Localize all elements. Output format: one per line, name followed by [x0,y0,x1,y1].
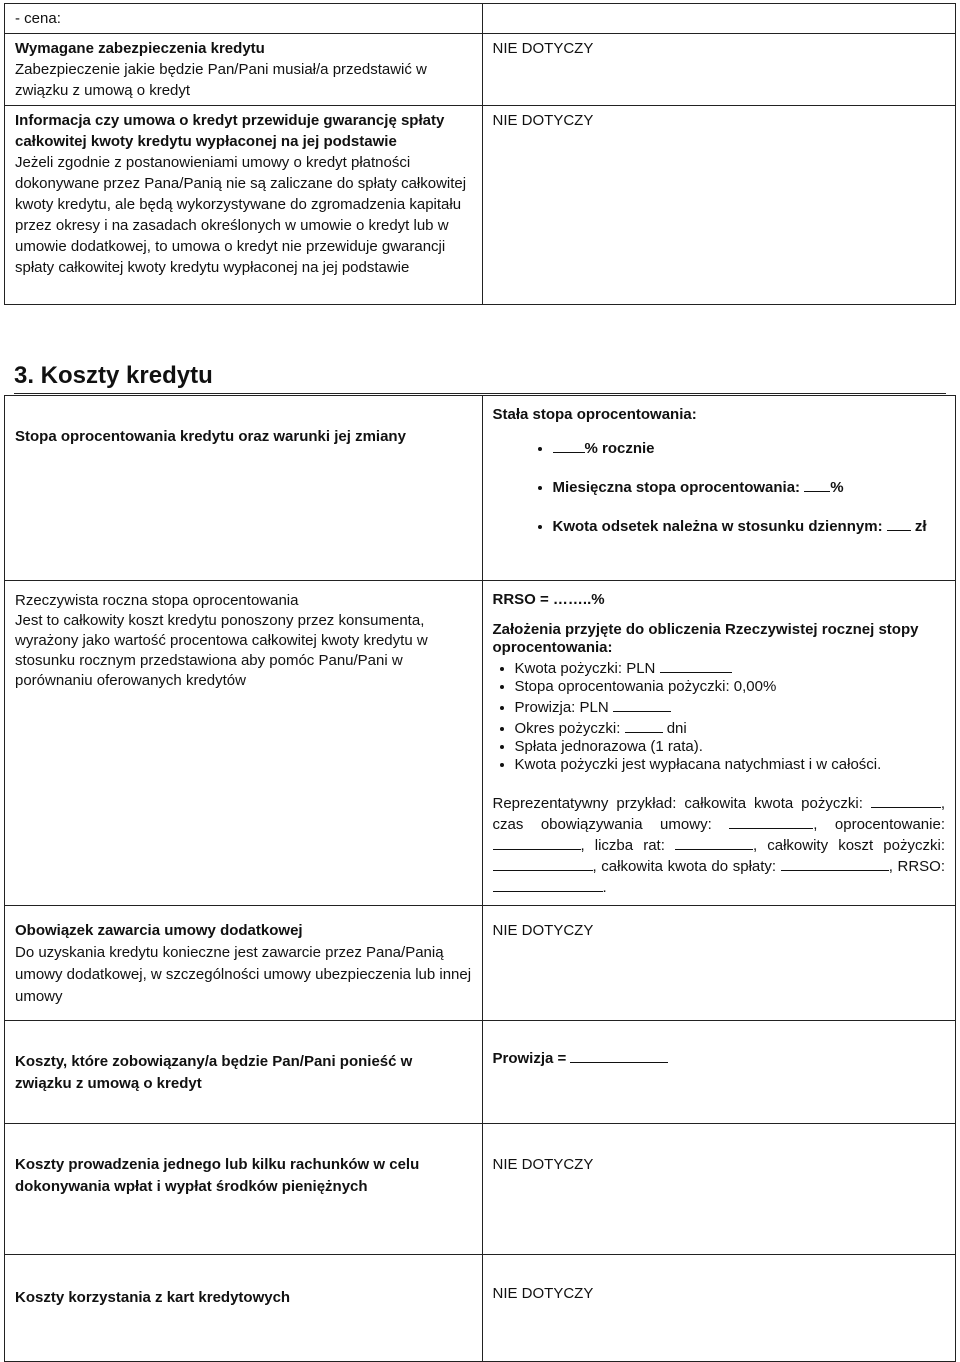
dodatkowa-title: Obowiązek zawarcia umowy dodatkowej [15,922,303,939]
assumption-kwota: • Kwota pożyczki: PLN [515,657,946,678]
karty-value: NIE DOTYCZY [492,1285,594,1302]
rrso-assumptions-title: Założenia przyjęte do obliczenia Rzeczywistej rocznej stopy oprocentowania: [492,621,919,656]
karty-label-cell [5,1255,483,1362]
zabezpieczenia-value-cell [482,34,956,106]
koszty-zwiazane-value-cell [482,1021,956,1124]
zabezpieczenia-label-cell [5,34,483,106]
rrso-value-cell [482,581,956,906]
rrso-value: RRSO = ……..% [492,591,605,608]
zabezpieczenia-title: Wymagane zabezpieczenia kredytu [15,40,265,57]
odsetki-blank [887,515,911,531]
rrso-assumptions-list [493,657,946,774]
koszty-zwiazane-label-cell [5,1021,483,1124]
cena-label: - cena: [15,10,61,27]
gwarancja-row [5,106,956,305]
prowizja-blank [570,1047,668,1063]
stopa-label: Stopa oprocentowania kredytu oraz warunki jej zmiany [15,428,406,445]
rrso-text: Jest to całkowity koszt kredytu ponoszony przez konsumenta, wyrażony jako wartość procentowa całkowitej kwoty kredytu w stosunku rocznym przedstawiona aby pomóc Panu/Pani w porównaniu oferowanych kredytów [15,612,428,689]
stopa-item-rocznie: • % rocznie [553,437,946,459]
assumption-okres: • Okres pożyczki: dni [515,717,946,738]
prowizja-label: Prowizja = [492,1050,571,1067]
stopa-value-cell [482,396,956,581]
rocznie-blank [553,437,585,453]
dodatkowa-value-cell [482,906,956,1021]
rrso-label-cell [5,581,483,906]
rrso-example: Reprezentatywny przykład: całkowita kwota pożyczki: , czas obowiązywania umowy: , oprocentowanie: , liczba rat: , całkowity koszt pożyczki: , całkowita kwota do spłaty: , RRSO: . [493,792,946,897]
dodatkowa-label-cell [5,906,483,1021]
rachunki-value: NIE DOTYCZY [492,1156,594,1173]
rrso-title: Rzeczywista roczna stopa oprocentowania [15,592,299,609]
zabezpieczenia-value: NIE DOTYCZY [492,40,594,57]
karty-row [5,1255,956,1362]
dodatkowa-text: Do uzyskania kredytu konieczne jest zawarcie przez Pana/Panią umowy dodatkowej, w szczególności umowy ubezpieczenia lub innej umowy [15,944,472,1005]
stopa-item-odsetki: • Kwota odsetek należna w stosunku dziennym: zł [553,515,946,537]
assumption-wyplata: • Kwota pożyczki jest wypłacana natychmiast i w całości. [515,756,946,774]
stopa-label-cell [5,396,483,581]
dodatkowa-value: NIE DOTYCZY [492,922,594,939]
gwarancja-text: Jeżeli zgodnie z postanowieniami umowy o kredyt płatności dokonywane przez Pana/Panią nie są zaliczane do spłaty całkowitej kwoty kredytu, ale będą wykorzystywane do zgromadzenia kapitału przez okresy i na zasadach określonych w umowie o kredyt lub w umowie dodatkowej, to umowa o kredyt nie przewiduje gwarancji spłaty całkowitej kwoty kredytu wypłaconej na jej podstawie [15,154,467,276]
stopa-item-miesieczna: • Miesięczna stopa oprocentowania: % [553,476,946,498]
assumption-prowizja: • Prowizja: PLN [515,696,946,717]
assumption-splata: • Spłata jednorazowa (1 rata). [515,738,946,756]
karty-title: Koszty korzystania z kart kredytowych [15,1289,291,1306]
rrso-row [5,581,956,906]
top-info-table [4,3,956,305]
rachunki-label-cell [5,1124,483,1255]
gwarancja-title: Informacja czy umowa o kredyt przewiduje gwarancję spłaty całkowitej kwoty kredytu wypłaconej na jej podstawie [15,112,445,150]
koszty-table [4,395,956,1362]
cena-row [5,4,956,34]
section-title-rule [14,393,946,394]
zabezpieczenia-row [5,34,956,106]
stopa-list [493,437,946,537]
cena-label-cell [5,4,483,34]
koszty-zwiazane-row [5,1021,956,1124]
gwarancja-label-cell [5,106,483,305]
rachunki-row [5,1124,956,1255]
section-title: 3. Koszty kredytu [14,362,213,389]
gwarancja-value-cell [482,106,956,305]
karty-value-cell [482,1255,956,1362]
koszty-zwiazane-title: Koszty, które zobowiązany/a będzie Pan/Pani ponieść w związku z umową o kredyt [15,1053,413,1092]
gwarancja-value: NIE DOTYCZY [492,112,594,129]
rachunki-title: Koszty prowadzenia jednego lub kilku rachunków w celu dokonywania wpłat i wypłat środków pieniężnych [15,1156,420,1195]
dodatkowa-row [5,906,956,1021]
assumption-stopa: • Stopa oprocentowania pożyczki: 0,00% [515,678,946,696]
rachunki-value-cell [482,1124,956,1255]
stopa-heading: Stała stopa oprocentowania: [492,406,697,423]
stopa-row [5,396,956,581]
zabezpieczenia-text: Zabezpieczenie jakie będzie Pan/Pani musiał/a przedstawić w związku z umową o kredyt [15,61,427,99]
cena-value-cell [482,4,956,34]
miesieczna-blank [804,476,830,492]
